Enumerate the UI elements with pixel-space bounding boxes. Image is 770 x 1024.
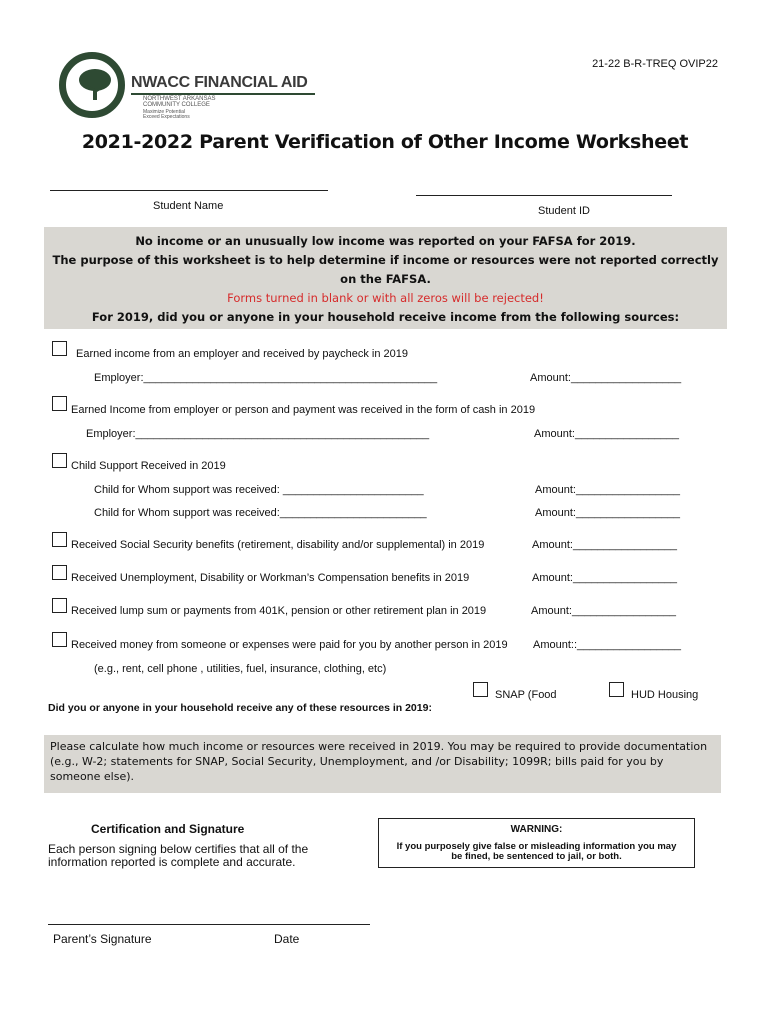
lump-sum-checkbox[interactable] — [52, 598, 67, 613]
student-id-label: Student ID — [538, 205, 590, 217]
warning-line-2: be fined, be sentenced to jail, or both. — [451, 851, 622, 862]
social-security-label: Received Social Security benefits (retirement, disability and/or supplemental) in 2019 — [71, 539, 485, 551]
form-code: 21-22 B-R-TREQ OVIP22 — [592, 58, 718, 70]
amount-field-2[interactable]: Amount:_________________ — [534, 428, 679, 440]
signature-label: Parent’s Signature — [53, 932, 152, 946]
earned-paycheck-checkbox[interactable] — [52, 341, 67, 356]
child-support-field-1[interactable]: Child for Whom support was received: _______________________ — [94, 484, 424, 496]
student-id-field[interactable] — [416, 195, 672, 196]
notice-box — [44, 227, 727, 329]
notice-line-3: For 2019, did you or anyone in your household receive income from the following sources: — [91, 310, 680, 324]
unemployment-label: Received Unemployment, Disability or Workman’s Compensation benefits in 2019 — [71, 572, 470, 584]
amount-field-4[interactable]: Amount:_________________ — [535, 507, 680, 519]
employer-field-2[interactable]: Employer:________________________________________________ — [86, 428, 430, 440]
logo-subtitle-2: COMMUNITY COLLEGE — [143, 102, 210, 108]
amount-field-3[interactable]: Amount:_________________ — [535, 484, 680, 496]
snap-label: SNAP (Food — [495, 689, 557, 701]
logo-tagline-1: Maximize Potential — [143, 109, 185, 115]
resources-question: Did you or anyone in your household receive any of these resources in 2019: — [48, 702, 432, 714]
student-name-field[interactable] — [50, 190, 328, 191]
page-title: 2021-2022 Parent Verification of Other Income Worksheet — [81, 131, 689, 153]
logo-divider — [131, 93, 315, 95]
child-support-checkbox[interactable] — [52, 453, 67, 468]
hud-checkbox[interactable] — [609, 682, 624, 697]
child-support-label: Child Support Received in 2019 — [71, 460, 226, 472]
amount-field-5[interactable]: Amount:_________________ — [532, 539, 677, 551]
child-support-field-2[interactable]: Child for Whom support was received:________________________ — [94, 507, 427, 519]
snap-checkbox[interactable] — [473, 682, 488, 697]
hud-label: HUD Housing — [631, 689, 699, 701]
warning-title: WARNING: — [510, 824, 563, 835]
employer-field-1[interactable]: Employer:________________________________________________ — [94, 372, 438, 384]
student-name-label: Student Name — [153, 200, 224, 212]
tree-icon — [75, 64, 115, 104]
logo-tagline — [143, 110, 293, 120]
notice-line-2: The purpose of this worksheet is to help determine if income or resources were not reported correctly on the FAFSA. — [52, 253, 719, 286]
certification-text — [48, 843, 308, 869]
warning-line-1: If you purposely give false or misleading information you may — [396, 841, 677, 852]
logo-tagline-2: Exceed Expectations — [143, 114, 190, 120]
notice-line-1: No income or an unusually low income was reported on your FAFSA for 2019. — [135, 234, 636, 248]
date-label: Date — [274, 932, 300, 946]
examples-note: (e.g., rent, cell phone , utilities, fuel, insurance, clothing, etc) — [94, 663, 387, 675]
earned-cash-checkbox[interactable] — [52, 396, 67, 411]
amount-field-1[interactable]: Amount:__________________ — [530, 372, 682, 384]
certification-text-2: information reported is complete and accurate. — [48, 855, 296, 869]
logo-subtitle — [143, 96, 293, 108]
certification-text-1: Each person signing below certifies that all of the — [48, 842, 309, 856]
money-from-others-checkbox[interactable] — [52, 632, 67, 647]
lump-sum-label: Received lump sum or payments from 401K, pension or other retirement plan in 2019 — [71, 605, 487, 617]
calculation-note: Please calculate how much income or resources were received in 2019. You may be required to provide documentation (e.g., W-2; statements for SNAP, Social Security, Unemployment, and /or Disability; 1099R; bills paid for you by someone else). — [44, 735, 721, 793]
unemployment-checkbox[interactable] — [52, 565, 67, 580]
amount-field-6[interactable]: Amount:_________________ — [532, 572, 677, 584]
warning-box — [378, 818, 695, 868]
logo-subtitle-1: NORTHWEST ARKANSAS — [143, 96, 216, 102]
money-from-others-label: Received money from someone or expenses were paid for you by another person in 2019 — [71, 639, 508, 651]
social-security-checkbox[interactable] — [52, 532, 67, 547]
notice-warning: Forms turned in blank or with all zeros will be rejected! — [227, 291, 544, 305]
nwacc-logo — [57, 50, 327, 126]
logo-title: NWACC FINANCIAL AID — [131, 74, 308, 91]
warning-text — [379, 842, 694, 862]
amount-field-7[interactable]: Amount:_________________ — [531, 605, 676, 617]
amount-field-8[interactable]: Amount::_________________ — [533, 639, 682, 651]
earned-paycheck-label: Earned income from an employer and received by paycheck in 2019 — [76, 348, 409, 360]
earned-cash-label: Earned Income from employer or person and payment was received in the form of cash in 2019 — [71, 404, 536, 416]
certification-heading: Certification and Signature — [91, 822, 245, 836]
signature-line[interactable] — [48, 924, 370, 925]
